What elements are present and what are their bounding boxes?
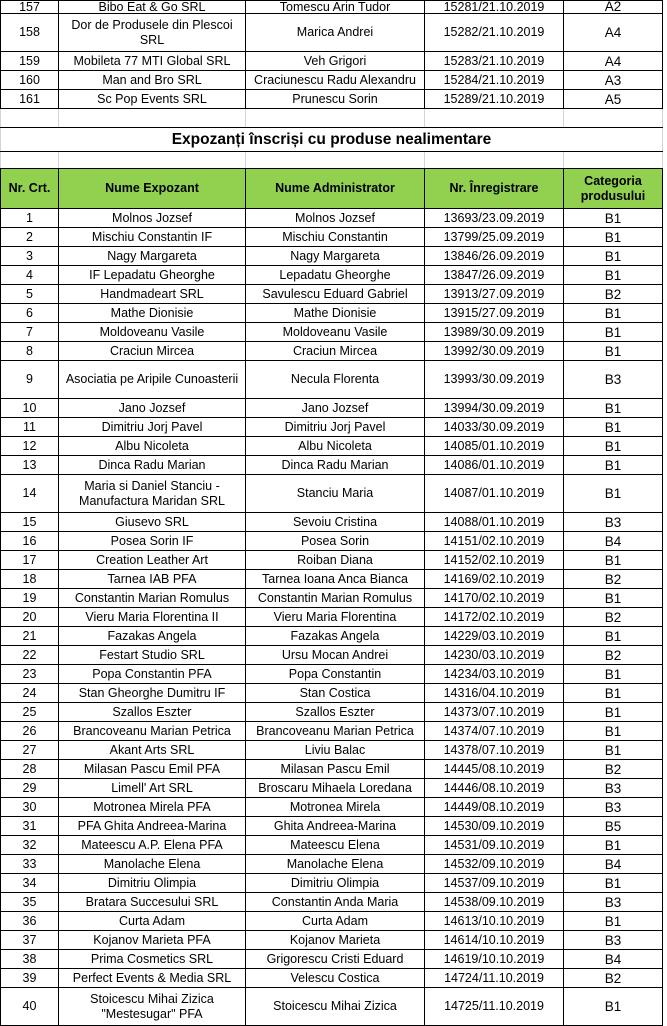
cell-nr[interactable]: 24	[1, 684, 59, 703]
cell-administrator[interactable]: Necula Florenta	[246, 361, 425, 399]
cell-nr[interactable]: 26	[1, 722, 59, 741]
cell-inregistrare[interactable]: 14532/09.10.2019	[425, 855, 564, 874]
table-row	[1, 361, 663, 399]
cell-categoria[interactable]: B2	[564, 285, 663, 304]
cell-administrator[interactable]: Broscaru Mihaela Loredana	[246, 779, 425, 798]
cell-categoria[interactable]: B3	[564, 798, 663, 817]
header-nr[interactable]: Nr. Crt.	[1, 169, 59, 209]
cell-administrator[interactable]: Constantin Anda Maria	[246, 893, 425, 912]
cell-nr[interactable]: 16	[1, 532, 59, 551]
cell-administrator[interactable]: Dinca Radu Marian	[246, 456, 425, 475]
cell-nr[interactable]: 1	[1, 209, 59, 228]
cell-categoria[interactable]: B1	[564, 627, 663, 646]
cell-expozant[interactable]: Curta Adam	[59, 912, 246, 931]
cell-categoria[interactable]: B1	[564, 266, 663, 285]
cell-inregistrare[interactable]: 14169/02.10.2019	[425, 570, 564, 589]
cell-nr[interactable]: 28	[1, 760, 59, 779]
cell-nr[interactable]: 7	[1, 323, 59, 342]
table-row	[1, 741, 663, 760]
cell-nr[interactable]: 5	[1, 285, 59, 304]
cell-expozant[interactable]: Handmadeart SRL	[59, 285, 246, 304]
cell-inregistrare[interactable]: 14234/03.10.2019	[425, 665, 564, 684]
cell-categoria[interactable]: B1	[564, 247, 663, 266]
cell-inregistrare[interactable]: 14229/03.10.2019	[425, 627, 564, 646]
table-row	[1, 608, 663, 627]
cell-categoria[interactable]: A2	[564, 1, 663, 14]
cell-nr[interactable]: 40	[1, 988, 59, 1026]
table-row	[1, 703, 663, 722]
empty-cell[interactable]	[1, 109, 59, 128]
cell-inregistrare[interactable]: 14530/09.10.2019	[425, 817, 564, 836]
cell-inregistrare[interactable]: 13693/23.09.2019	[425, 209, 564, 228]
cell-expozant[interactable]: Sc Pop Events SRL	[59, 90, 246, 109]
table-row	[1, 760, 663, 779]
cell-inregistrare[interactable]: 14374/07.10.2019	[425, 722, 564, 741]
cell-nr[interactable]: 36	[1, 912, 59, 931]
table-row	[1, 228, 663, 247]
cell-expozant[interactable]: Dor de Produsele din Plescoi SRL	[59, 14, 246, 52]
cell-nr[interactable]: 20	[1, 608, 59, 627]
table-row	[1, 532, 663, 551]
cell-expozant[interactable]: Stan Gheorghe Dumitru IF	[59, 684, 246, 703]
cell-categoria[interactable]: B1	[564, 703, 663, 722]
empty-cell[interactable]	[1, 152, 59, 169]
cell-categoria[interactable]: B2	[564, 760, 663, 779]
cell-categoria[interactable]: B4	[564, 855, 663, 874]
cell-administrator[interactable]: Craciun Mircea	[246, 342, 425, 361]
cell-administrator[interactable]: Sevoiu Cristina	[246, 513, 425, 532]
cell-inregistrare[interactable]: 14230/03.10.2019	[425, 646, 564, 665]
cell-expozant[interactable]: Dinca Radu Marian	[59, 456, 246, 475]
table-row	[1, 665, 663, 684]
cell-categoria[interactable]: B1	[564, 304, 663, 323]
cell-categoria[interactable]: B2	[564, 570, 663, 589]
cell-inregistrare[interactable]: 15282/21.10.2019	[425, 14, 564, 52]
table-row	[1, 247, 663, 266]
cell-inregistrare[interactable]: 14538/09.10.2019	[425, 893, 564, 912]
cell-nr[interactable]: 21	[1, 627, 59, 646]
cell-expozant[interactable]: Festart Studio SRL	[59, 646, 246, 665]
cell-inregistrare[interactable]: 15281/21.10.2019	[425, 1, 564, 14]
cell-expozant[interactable]: Milasan Pascu Emil PFA	[59, 760, 246, 779]
cell-categoria[interactable]: B1	[564, 874, 663, 893]
table-row	[1, 266, 663, 285]
cell-administrator[interactable]: Tarnea Ioana Anca Bianca	[246, 570, 425, 589]
cell-expozant[interactable]: Asociatia pe Aripile Cunoasterii	[59, 361, 246, 399]
cell-inregistrare[interactable]: 14033/30.09.2019	[425, 418, 564, 437]
cell-categoria[interactable]: B1	[564, 342, 663, 361]
cell-categoria[interactable]: B1	[564, 589, 663, 608]
cell-expozant[interactable]: Stoicescu Mihai Zizica "Mestesugar" PFA	[59, 988, 246, 1026]
cell-nr[interactable]: 10	[1, 399, 59, 418]
cell-inregistrare[interactable]: 13915/27.09.2019	[425, 304, 564, 323]
cell-nr[interactable]: 11	[1, 418, 59, 437]
empty-cell[interactable]	[425, 109, 564, 128]
table-row	[1, 855, 663, 874]
cell-expozant[interactable]: Limell' Art SRL	[59, 779, 246, 798]
cell-categoria[interactable]: B1	[564, 665, 663, 684]
cell-categoria[interactable]: B3	[564, 779, 663, 798]
header-row	[1, 169, 663, 209]
empty-cell[interactable]	[564, 109, 663, 128]
cell-expozant[interactable]: Maria si Daniel Stanciu - Manufactura Maridan SRL	[59, 475, 246, 513]
cell-expozant[interactable]: Molnos Jozsef	[59, 209, 246, 228]
table-row	[1, 817, 663, 836]
cell-expozant[interactable]: Jano Jozsef	[59, 399, 246, 418]
cell-administrator[interactable]: Stanciu Maria	[246, 475, 425, 513]
cell-expozant[interactable]: Dimitriu Jorj Pavel	[59, 418, 246, 437]
cell-administrator[interactable]: Prunescu Sorin	[246, 90, 425, 109]
cell-expozant[interactable]: Vieru Maria Florentina II	[59, 608, 246, 627]
cell-administrator[interactable]: Fazakas Angela	[246, 627, 425, 646]
table-row	[1, 684, 663, 703]
cell-inregistrare[interactable]: 14613/10.10.2019	[425, 912, 564, 931]
cell-nr[interactable]: 27	[1, 741, 59, 760]
header-expozant[interactable]: Nume Expozant	[59, 169, 246, 209]
cell-administrator[interactable]: Craciunescu Radu Alexandru	[246, 71, 425, 90]
table-row	[1, 912, 663, 931]
cell-nr[interactable]: 158	[1, 14, 59, 52]
cell-inregistrare[interactable]: 14152/02.10.2019	[425, 551, 564, 570]
cell-administrator[interactable]: Nagy Margareta	[246, 247, 425, 266]
cell-categoria[interactable]: B1	[564, 551, 663, 570]
empty-cell[interactable]	[425, 152, 564, 169]
cell-expozant[interactable]: Prima Cosmetics SRL	[59, 950, 246, 969]
cell-inregistrare[interactable]: 15289/21.10.2019	[425, 90, 564, 109]
cell-administrator[interactable]: Mathe Dionisie	[246, 304, 425, 323]
cell-categoria[interactable]: B4	[564, 950, 663, 969]
cell-administrator[interactable]: Mischiu Constantin	[246, 228, 425, 247]
cell-nr[interactable]: 22	[1, 646, 59, 665]
cell-expozant[interactable]: Popa Constantin PFA	[59, 665, 246, 684]
cell-administrator[interactable]: Milasan Pascu Emil	[246, 760, 425, 779]
cell-administrator[interactable]: Curta Adam	[246, 912, 425, 931]
cell-categoria[interactable]: B3	[564, 361, 663, 399]
cell-categoria[interactable]: B1	[564, 437, 663, 456]
cell-inregistrare[interactable]: 13913/27.09.2019	[425, 285, 564, 304]
cell-nr[interactable]: 9	[1, 361, 59, 399]
cell-categoria[interactable]: B1	[564, 418, 663, 437]
cell-categoria[interactable]: B2	[564, 646, 663, 665]
cell-expozant[interactable]: Tarnea IAB PFA	[59, 570, 246, 589]
cell-nr[interactable]: 8	[1, 342, 59, 361]
cell-administrator[interactable]: Manolache Elena	[246, 855, 425, 874]
cell-administrator[interactable]: Jano Jozsef	[246, 399, 425, 418]
cell-expozant[interactable]: Man and Bro SRL	[59, 71, 246, 90]
cell-categoria[interactable]: B3	[564, 931, 663, 950]
cell-categoria[interactable]: B1	[564, 399, 663, 418]
cell-administrator[interactable]: Mateescu Elena	[246, 836, 425, 855]
cell-inregistrare[interactable]: 13994/30.09.2019	[425, 399, 564, 418]
cell-nr[interactable]: 18	[1, 570, 59, 589]
table-row	[1, 52, 663, 71]
table-row	[1, 874, 663, 893]
cell-categoria[interactable]: B1	[564, 684, 663, 703]
cell-categoria[interactable]: A4	[564, 14, 663, 52]
cell-categoria[interactable]: B1	[564, 228, 663, 247]
table-row	[1, 969, 663, 988]
cell-categoria[interactable]: B2	[564, 608, 663, 627]
cell-nr[interactable]: 35	[1, 893, 59, 912]
cell-expozant[interactable]: Giusevo SRL	[59, 513, 246, 532]
cell-nr[interactable]: 39	[1, 969, 59, 988]
table-row	[1, 950, 663, 969]
cell-categoria[interactable]: B1	[564, 323, 663, 342]
cell-inregistrare[interactable]: 14614/10.10.2019	[425, 931, 564, 950]
cell-administrator[interactable]: Ghita Andreea-Marina	[246, 817, 425, 836]
cell-expozant[interactable]: Albu Nicoleta	[59, 437, 246, 456]
cell-expozant[interactable]: Constantin Marian Romulus	[59, 589, 246, 608]
cell-expozant[interactable]: Bibo Eat & Go SRL	[59, 1, 246, 14]
cell-nr[interactable]: 14	[1, 475, 59, 513]
cell-administrator[interactable]: Veh Grigori	[246, 52, 425, 71]
cell-categoria[interactable]: B5	[564, 817, 663, 836]
cell-nr[interactable]: 2	[1, 228, 59, 247]
cell-inregistrare[interactable]: 13989/30.09.2019	[425, 323, 564, 342]
cell-expozant[interactable]: Dimitriu Olimpia	[59, 874, 246, 893]
cell-categoria[interactable]: B1	[564, 456, 663, 475]
cell-inregistrare[interactable]: 15283/21.10.2019	[425, 52, 564, 71]
cell-nr[interactable]: 157	[1, 1, 59, 14]
table-row	[1, 304, 663, 323]
table-row	[1, 798, 663, 817]
table-row	[1, 323, 663, 342]
cell-administrator[interactable]: Popa Constantin	[246, 665, 425, 684]
table-row	[1, 551, 663, 570]
cell-inregistrare[interactable]: 14724/11.10.2019	[425, 969, 564, 988]
cell-inregistrare[interactable]: 14170/02.10.2019	[425, 589, 564, 608]
cell-administrator[interactable]: Marica Andrei	[246, 14, 425, 52]
cell-expozant[interactable]: PFA Ghita Andreea-Marina	[59, 817, 246, 836]
cell-administrator[interactable]: Roiban Diana	[246, 551, 425, 570]
cell-administrator[interactable]: Kojanov Marieta	[246, 931, 425, 950]
table-row	[1, 589, 663, 608]
cell-categoria[interactable]: B1	[564, 988, 663, 1026]
table-row	[1, 779, 663, 798]
table-row	[1, 209, 663, 228]
cell-inregistrare[interactable]: 14316/04.10.2019	[425, 684, 564, 703]
cell-inregistrare[interactable]: 14449/08.10.2019	[425, 798, 564, 817]
header-categoria[interactable]: Categoria produsului	[564, 169, 663, 209]
cell-nr[interactable]: 15	[1, 513, 59, 532]
cell-nr[interactable]: 159	[1, 52, 59, 71]
empty-cell[interactable]	[59, 109, 246, 128]
cell-inregistrare[interactable]: 14725/11.10.2019	[425, 988, 564, 1026]
cell-categoria[interactable]: A5	[564, 90, 663, 109]
cell-administrator[interactable]: Tomescu Arin Tudor	[246, 1, 425, 14]
cell-administrator[interactable]: Molnos Jozsef	[246, 209, 425, 228]
cell-expozant[interactable]: Bratara Succesului SRL	[59, 893, 246, 912]
table-row	[1, 893, 663, 912]
cell-nr[interactable]: 6	[1, 304, 59, 323]
table-row	[1, 836, 663, 855]
cell-inregistrare[interactable]: 14373/07.10.2019	[425, 703, 564, 722]
cell-nr[interactable]: 33	[1, 855, 59, 874]
cell-expozant[interactable]: Nagy Margareta	[59, 247, 246, 266]
cell-inregistrare[interactable]: 14086/01.10.2019	[425, 456, 564, 475]
table-row	[1, 90, 663, 109]
cell-administrator[interactable]: Moldoveanu Vasile	[246, 323, 425, 342]
cell-nr[interactable]: 32	[1, 836, 59, 855]
cell-expozant[interactable]: Szallos Eszter	[59, 703, 246, 722]
table-row	[1, 437, 663, 456]
cell-inregistrare[interactable]: 15284/21.10.2019	[425, 71, 564, 90]
table-row	[1, 988, 663, 1026]
cell-categoria[interactable]: B3	[564, 893, 663, 912]
cell-inregistrare[interactable]: 13992/30.09.2019	[425, 342, 564, 361]
cell-inregistrare[interactable]: 14151/02.10.2019	[425, 532, 564, 551]
cell-expozant[interactable]: Akant Arts SRL	[59, 741, 246, 760]
table-row	[1, 456, 663, 475]
table-row	[1, 14, 663, 52]
cell-administrator[interactable]: Albu Nicoleta	[246, 437, 425, 456]
cell-categoria[interactable]: B1	[564, 209, 663, 228]
section-title[interactable]: Expozanți înscriși cu produse nealimentare	[1, 128, 663, 152]
cell-expozant[interactable]: Mobileta 77 MTI Global SRL	[59, 52, 246, 71]
table-row	[1, 646, 663, 665]
cell-inregistrare[interactable]: 14172/02.10.2019	[425, 608, 564, 627]
cell-administrator[interactable]: Constantin Marian Romulus	[246, 589, 425, 608]
cell-categoria[interactable]: B1	[564, 722, 663, 741]
cell-nr[interactable]: 38	[1, 950, 59, 969]
table-row	[1, 285, 663, 304]
cell-administrator[interactable]: Szallos Eszter	[246, 703, 425, 722]
cell-categoria[interactable]: B3	[564, 513, 663, 532]
table-row	[1, 722, 663, 741]
table-row	[1, 627, 663, 646]
cell-expozant[interactable]: Mateescu A.P. Elena PFA	[59, 836, 246, 855]
cell-administrator[interactable]: Motronea Mirela	[246, 798, 425, 817]
cell-categoria[interactable]: B4	[564, 532, 663, 551]
cell-inregistrare[interactable]: 14619/10.10.2019	[425, 950, 564, 969]
cell-expozant[interactable]: Creation Leather Art	[59, 551, 246, 570]
empty-cell[interactable]	[59, 152, 246, 169]
section-separator	[1, 109, 663, 209]
cell-nr[interactable]: 160	[1, 71, 59, 90]
cell-administrator[interactable]: Stan Costica	[246, 684, 425, 703]
cell-administrator[interactable]: Brancoveanu Marian Petrica	[246, 722, 425, 741]
cell-nr[interactable]: 13	[1, 456, 59, 475]
cell-nr[interactable]: 17	[1, 551, 59, 570]
cell-nr[interactable]: 29	[1, 779, 59, 798]
cell-categoria[interactable]: B1	[564, 741, 663, 760]
header-administrator[interactable]: Nume Administrator	[246, 169, 425, 209]
cell-inregistrare[interactable]: 13846/26.09.2019	[425, 247, 564, 266]
header-inregistrare[interactable]: Nr. Înregistrare	[425, 169, 564, 209]
cell-inregistrare[interactable]: 13847/26.09.2019	[425, 266, 564, 285]
cell-expozant[interactable]: IF Lepadatu Gheorghe	[59, 266, 246, 285]
cell-expozant[interactable]: Mathe Dionisie	[59, 304, 246, 323]
cell-inregistrare[interactable]: 14445/08.10.2019	[425, 760, 564, 779]
cell-categoria[interactable]: A4	[564, 52, 663, 71]
food-exhibitors-tail	[1, 1, 663, 109]
cell-nr[interactable]: 25	[1, 703, 59, 722]
cell-categoria[interactable]: B1	[564, 912, 663, 931]
cell-inregistrare[interactable]: 13993/30.09.2019	[425, 361, 564, 399]
table-row	[1, 931, 663, 950]
cell-nr[interactable]: 4	[1, 266, 59, 285]
table-row	[1, 570, 663, 589]
cell-inregistrare[interactable]: 14085/01.10.2019	[425, 437, 564, 456]
cell-categoria[interactable]: A3	[564, 71, 663, 90]
cell-categoria[interactable]: B2	[564, 969, 663, 988]
cell-nr[interactable]: 31	[1, 817, 59, 836]
cell-inregistrare[interactable]: 14087/01.10.2019	[425, 475, 564, 513]
cell-administrator[interactable]: Dimitriu Jorj Pavel	[246, 418, 425, 437]
cell-administrator[interactable]: Grigorescu Cristi Eduard	[246, 950, 425, 969]
cell-categoria[interactable]: B1	[564, 475, 663, 513]
cell-administrator[interactable]: Stoicescu Mihai Zizica	[246, 988, 425, 1026]
cell-nr[interactable]: 30	[1, 798, 59, 817]
cell-expozant[interactable]: Manolache Elena	[59, 855, 246, 874]
cell-expozant[interactable]: Fazakas Angela	[59, 627, 246, 646]
cell-inregistrare[interactable]: 14378/07.10.2019	[425, 741, 564, 760]
cell-expozant[interactable]: Craciun Mircea	[59, 342, 246, 361]
cell-expozant[interactable]: Moldoveanu Vasile	[59, 323, 246, 342]
cell-categoria[interactable]: B1	[564, 836, 663, 855]
cell-expozant[interactable]: Mischiu Constantin IF	[59, 228, 246, 247]
cell-administrator[interactable]: Dimitriu Olimpia	[246, 874, 425, 893]
cell-expozant[interactable]: Brancoveanu Marian Petrica	[59, 722, 246, 741]
cell-administrator[interactable]: Lepadatu Gheorghe	[246, 266, 425, 285]
nonfood-exhibitors	[1, 209, 663, 1026]
cell-nr[interactable]: 12	[1, 437, 59, 456]
cell-administrator[interactable]: Posea Sorin	[246, 532, 425, 551]
cell-administrator[interactable]: Ursu Mocan Andrei	[246, 646, 425, 665]
cell-expozant[interactable]: Motronea Mirela PFA	[59, 798, 246, 817]
cell-expozant[interactable]: Kojanov Marieta PFA	[59, 931, 246, 950]
table-row	[1, 513, 663, 532]
empty-cell[interactable]	[564, 152, 663, 169]
cell-administrator[interactable]: Vieru Maria Florentina	[246, 608, 425, 627]
cell-nr[interactable]: 19	[1, 589, 59, 608]
cell-nr[interactable]: 23	[1, 665, 59, 684]
cell-administrator[interactable]: Liviu Balac	[246, 741, 425, 760]
cell-expozant[interactable]: Perfect Events & Media SRL	[59, 969, 246, 988]
table-row	[1, 342, 663, 361]
empty-cell[interactable]	[246, 109, 425, 128]
table-row	[1, 475, 663, 513]
table-row	[1, 1, 663, 14]
cell-administrator[interactable]: Savulescu Eduard Gabriel	[246, 285, 425, 304]
cell-nr[interactable]: 3	[1, 247, 59, 266]
empty-cell[interactable]	[246, 152, 425, 169]
cell-nr[interactable]: 37	[1, 931, 59, 950]
table-row	[1, 399, 663, 418]
table-row	[1, 71, 663, 90]
cell-inregistrare[interactable]: 14531/09.10.2019	[425, 836, 564, 855]
cell-inregistrare[interactable]: 14446/08.10.2019	[425, 779, 564, 798]
table-row	[1, 418, 663, 437]
cell-nr[interactable]: 34	[1, 874, 59, 893]
cell-expozant[interactable]: Posea Sorin IF	[59, 532, 246, 551]
cell-administrator[interactable]: Velescu Costica	[246, 969, 425, 988]
cell-inregistrare[interactable]: 13799/25.09.2019	[425, 228, 564, 247]
cell-inregistrare[interactable]: 14537/09.10.2019	[425, 874, 564, 893]
cell-nr[interactable]: 161	[1, 90, 59, 109]
cell-inregistrare[interactable]: 14088/01.10.2019	[425, 513, 564, 532]
